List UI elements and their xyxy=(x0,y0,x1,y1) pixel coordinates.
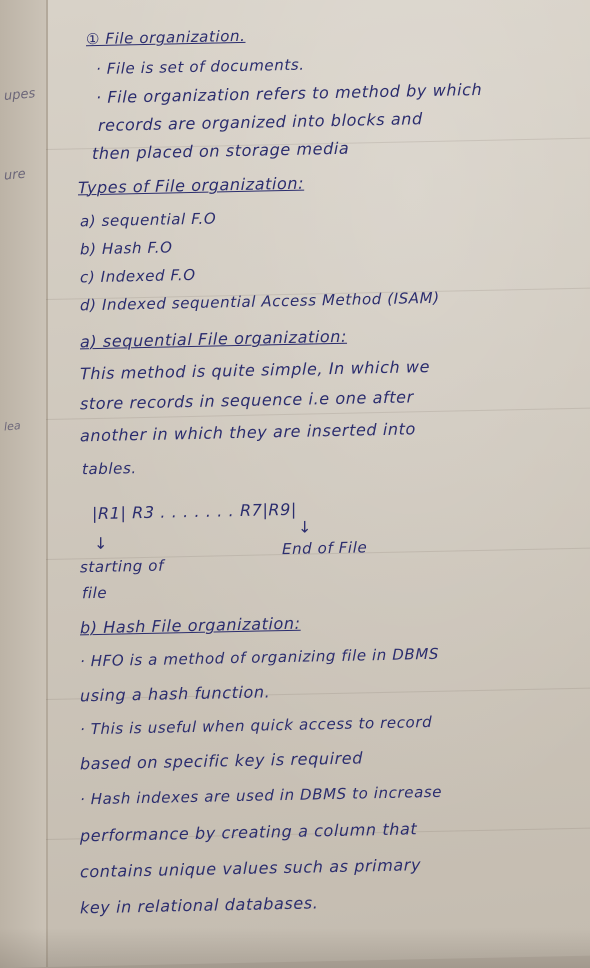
arrow-down-icon: ↓ xyxy=(298,517,312,537)
sequential-heading-text: a) sequential File organization: xyxy=(80,326,348,352)
type-item: a) sequential F.O xyxy=(80,209,217,231)
paragraph-line: · This is useful when quick access to record xyxy=(80,712,433,739)
note-line: · File organization refers to method by which xyxy=(96,79,483,107)
records-sequence: |R1| R3 . . . . . . . R7|R9| xyxy=(92,499,297,524)
margin-note: upes xyxy=(3,86,36,104)
margin-line xyxy=(46,0,48,967)
end-label: End of File xyxy=(282,538,368,559)
margin-note: lea xyxy=(3,419,22,434)
section-heading-hash xyxy=(80,614,301,638)
note-line: records are organized into blocks and xyxy=(98,109,423,135)
note-line: · File is set of documents. xyxy=(96,55,305,78)
page-shadow xyxy=(0,928,590,968)
arrow-down-icon: ↓ xyxy=(94,533,108,554)
paragraph-line: tables. xyxy=(82,459,137,479)
paragraph-line: performance by creating a column that xyxy=(80,819,418,846)
paragraph-line: using a hash function. xyxy=(80,682,271,706)
types-heading xyxy=(78,174,304,198)
paragraph-line: This method is quite simple, In which we xyxy=(80,356,431,384)
page-margin xyxy=(0,0,46,968)
hash-heading-text: b) Hash File organization: xyxy=(80,613,301,638)
note-line: then placed on storage media xyxy=(92,138,350,164)
paragraph-line: store records in sequence i.e one after xyxy=(80,387,414,414)
type-item: b) Hash F.O xyxy=(80,238,173,259)
paragraph-line: key in relational databases. xyxy=(80,893,319,918)
type-item: d) Indexed sequential Access Method (ISAM) xyxy=(80,288,440,315)
type-item: c) Indexed F.O xyxy=(80,265,196,287)
section-heading-sequential xyxy=(80,327,347,352)
types-heading-text: Types of File organization: xyxy=(78,173,305,198)
start-label-file: file xyxy=(82,583,108,603)
page-heading: ① File organization. xyxy=(86,26,246,49)
margin-note: ure xyxy=(3,166,27,184)
paragraph-line: · Hash indexes are used in DBMS to increase xyxy=(80,782,443,809)
paragraph-line: · HFO is a method of organizing file in DBMS xyxy=(80,644,439,671)
paragraph-line: another in which they are inserted into xyxy=(80,419,416,446)
paragraph-line: contains unique values such as primary xyxy=(80,855,422,882)
start-label: starting of xyxy=(80,556,164,577)
paragraph-line: based on specific key is required xyxy=(80,748,364,774)
